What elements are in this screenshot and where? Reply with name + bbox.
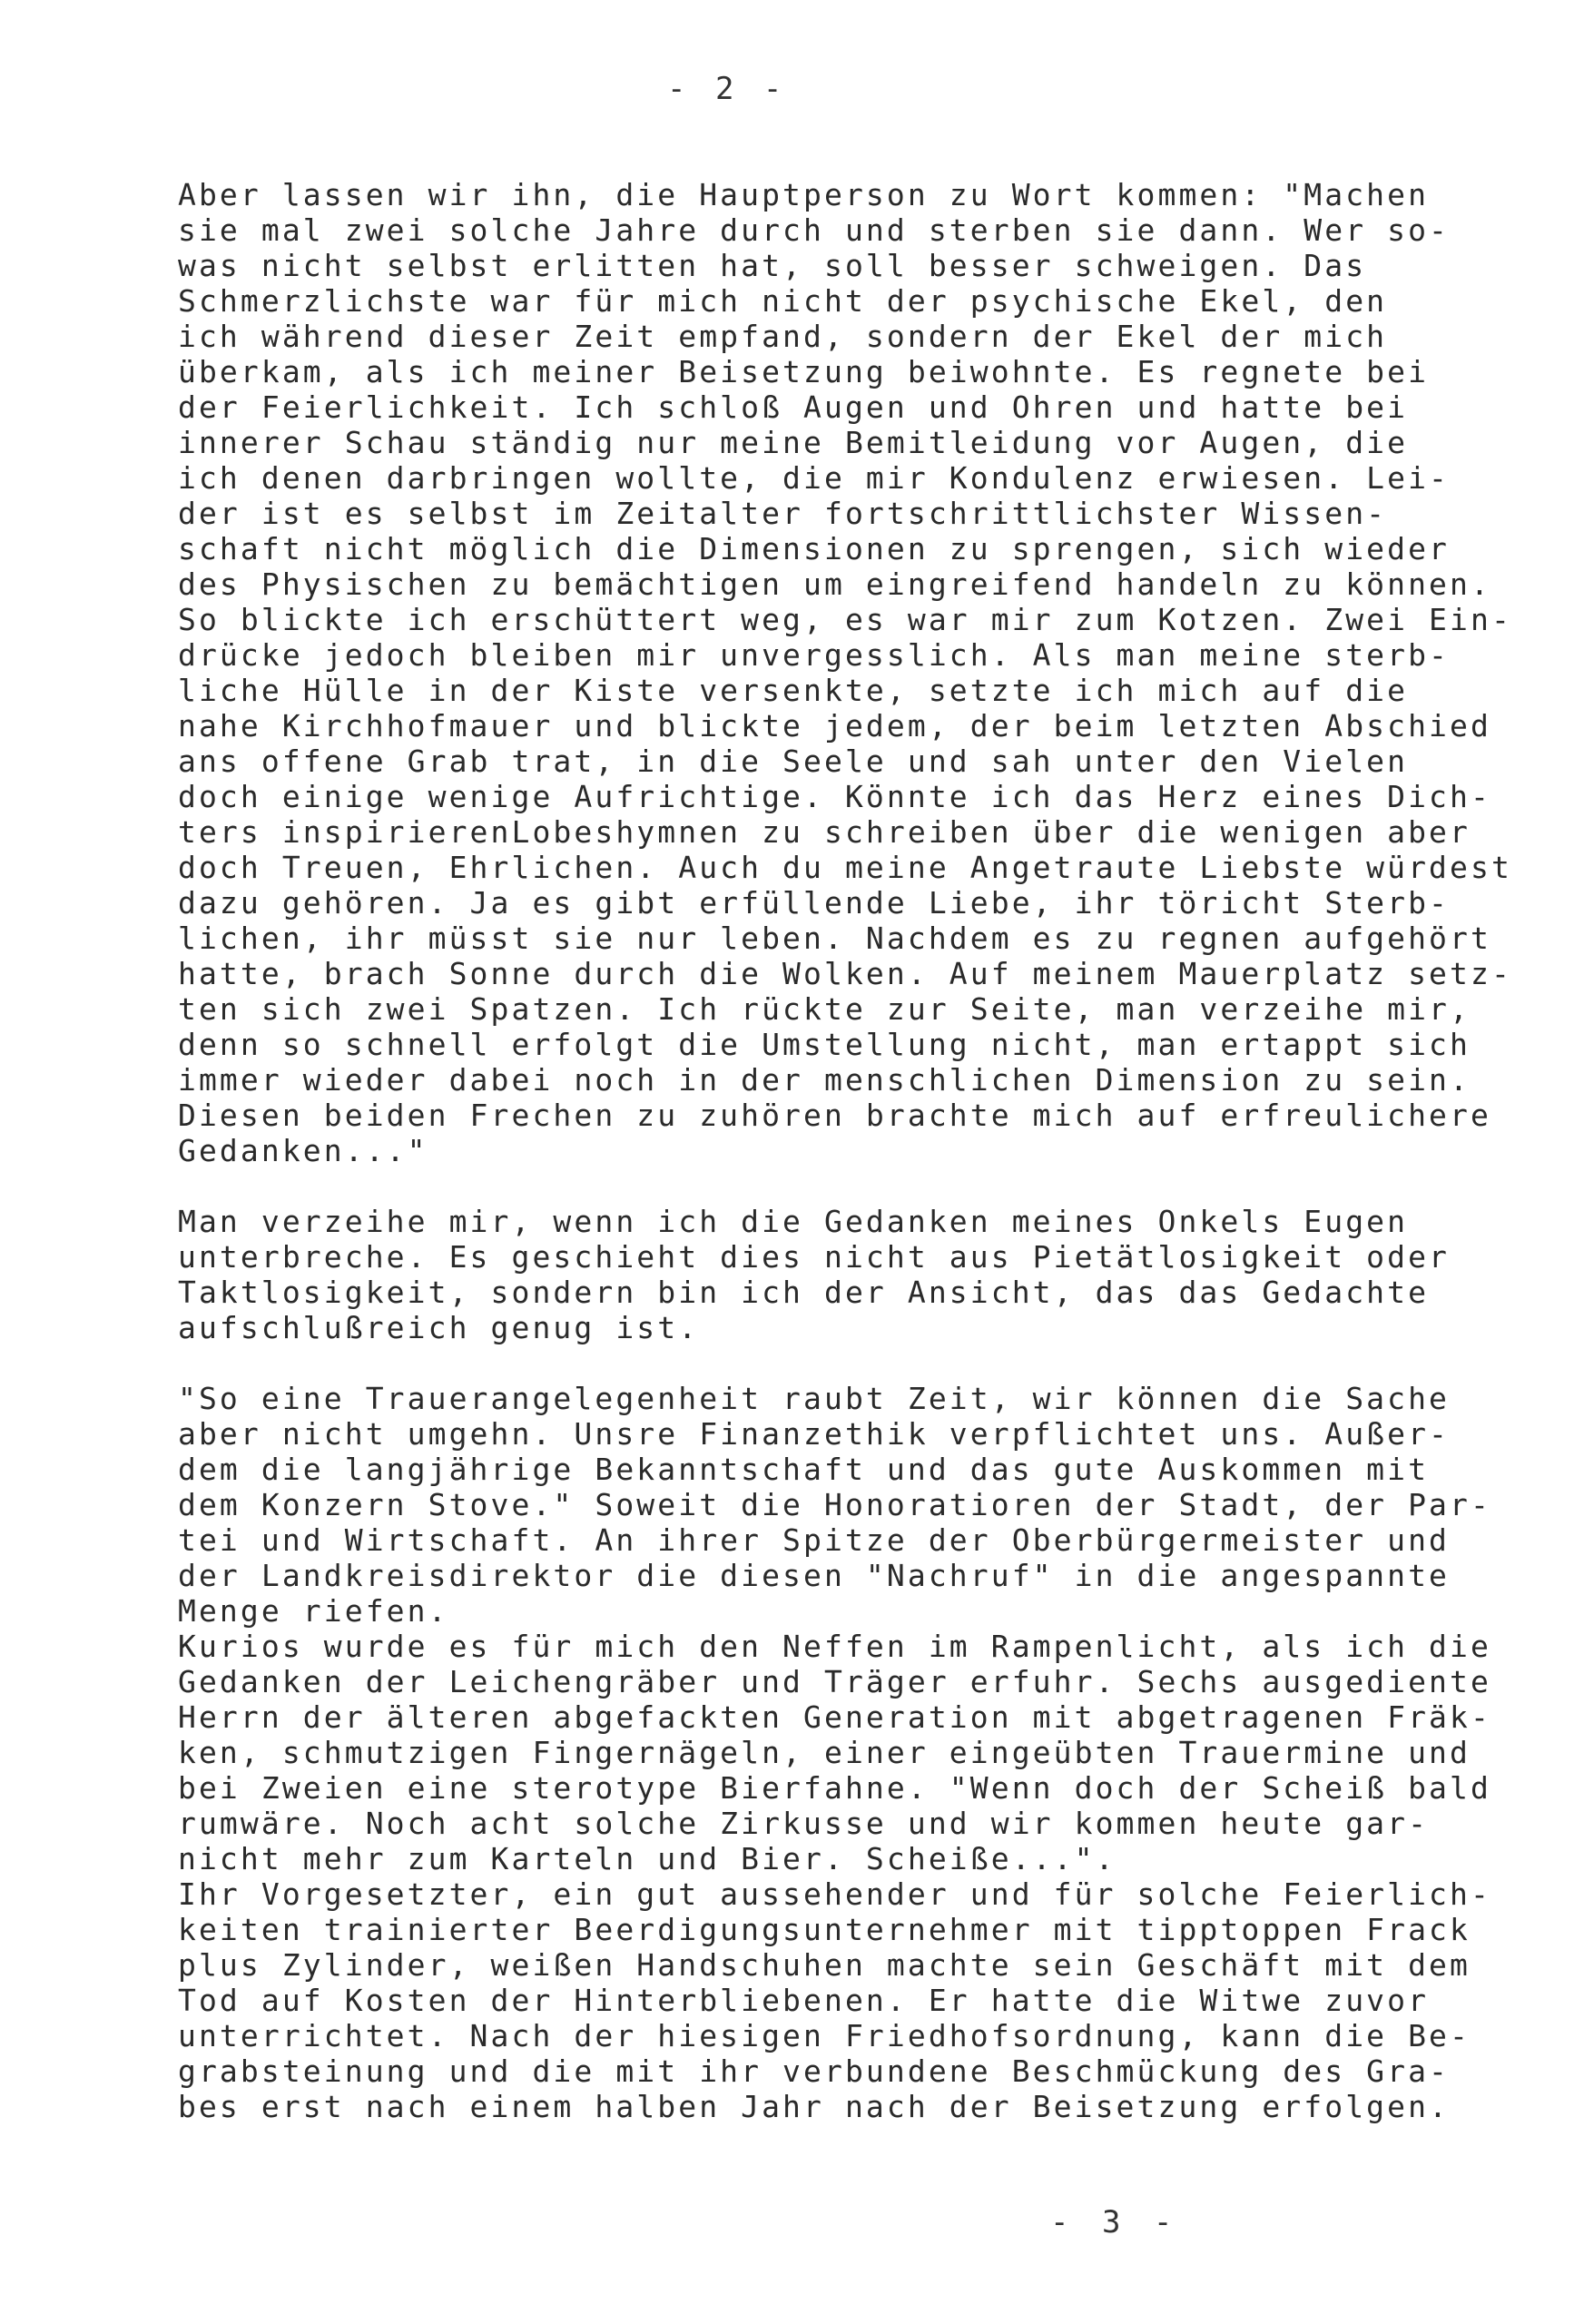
text-line: der Landkreisdirektor die diesen "Nachruf" in die angespannte xyxy=(178,1558,1451,1593)
text-line: "So eine Trauerangelegenheit raubt Zeit, wir können die Sache xyxy=(178,1381,1451,1416)
page-number-top: - 2 - xyxy=(667,71,788,107)
text-line: sie mal zwei solche Jahre durch und sterben sie dann. Wer so- xyxy=(178,212,1451,248)
text-line: was nicht selbst erlitten hat, soll besser schweigen. Das xyxy=(178,248,1367,283)
text-line: immer wieder dabei noch in der menschlichen Dimension zu sein. xyxy=(178,1062,1471,1098)
text-line: unterrichtet. Nach der hiesigen Friedhofsordnung, kann die Be- xyxy=(178,2018,1471,2053)
paragraph-2 xyxy=(178,1204,1540,1345)
text-line: rumwäre. Noch acht solche Zirkusse und wir kommen heute gar- xyxy=(178,1806,1430,1841)
text-line: Taktlosigkeit, sondern bin ich der Ansicht, das das Gedachte xyxy=(178,1275,1430,1310)
text-line: ans offene Grab trat, in die Seele und sah unter den Vielen xyxy=(178,743,1409,779)
text-line: Tod auf Kosten der Hinterbliebenen. Er hatte die Witwe zuvor xyxy=(178,1983,1430,2018)
text-line: dazu gehören. Ja es gibt erfüllende Liebe, ihr töricht Sterb- xyxy=(178,885,1451,921)
text-line: bes erst nach einem halben Jahr nach der Beisetzung erfolgen. xyxy=(178,2089,1451,2124)
text-line: Schmerzlichste war für mich nicht der psychische Ekel, den xyxy=(178,283,1388,319)
text-line: Menge riefen. xyxy=(178,1593,449,1629)
text-line: keiten trainierter Beerdigungsunternehmer mit tipptoppen Frack xyxy=(178,1912,1471,1947)
text-line: tei und Wirtschaft. An ihrer Spitze der Oberbürgermeister und xyxy=(178,1522,1451,1558)
text-line: innerer Schau ständig nur meine Bemitleidung vor Augen, die xyxy=(178,425,1409,460)
text-line: Kurios wurde es für mich den Neffen im Rampenlicht, als ich die xyxy=(178,1629,1491,1664)
text-line: schaft nicht möglich die Dimensionen zu sprengen, sich wieder xyxy=(178,531,1451,566)
text-line: ken, schmutzigen Fingernägeln, einer eingeübten Trauermine und xyxy=(178,1735,1471,1770)
text-line: lichen, ihr müsst sie nur leben. Nachdem es zu regnen aufgehört xyxy=(178,921,1491,956)
text-line: dem Konzern Stove." Soweit die Honoratioren der Stadt, der Par- xyxy=(178,1487,1491,1522)
text-line: aufschlußreich genug ist. xyxy=(178,1310,700,1345)
typed-letter-body xyxy=(178,177,1540,2124)
text-line: Ihr Vorgesetzter, ein gut aussehender und für solche Feierlich- xyxy=(178,1876,1491,1912)
text-line: So blickte ich erschüttert weg, es war mir zum Kotzen. Zwei Ein- xyxy=(178,602,1512,637)
text-line: hatte, brach Sonne durch die Wolken. Auf meinem Mauerplatz setz- xyxy=(178,956,1512,991)
text-line: liche Hülle in der Kiste versenkte, setzte ich mich auf die xyxy=(178,673,1409,708)
text-line: Herrn der älteren abgefackten Generation mit abgetragenen Fräk- xyxy=(178,1699,1491,1735)
text-line: doch Treuen, Ehrlichen. Auch du meine Angetraute Liebste würdest xyxy=(178,850,1512,885)
text-line: ich während dieser Zeit empfand, sondern der Ekel der mich xyxy=(178,319,1388,354)
text-line: aber nicht umgehn. Unsre Finanzethik verpflichtet uns. Außer- xyxy=(178,1416,1451,1452)
text-line: doch einige wenige Aufrichtige. Könnte ich das Herz eines Dich- xyxy=(178,779,1491,814)
paragraph-gap xyxy=(178,1168,1540,1204)
text-line: der Feierlichkeit. Ich schloß Augen und Ohren und hatte bei xyxy=(178,389,1409,425)
paragraph-gap xyxy=(178,1345,1540,1381)
text-line: grabsteinung und die mit ihr verbundene Beschmückung des Gra- xyxy=(178,2053,1451,2089)
text-line: plus Zylinder, weißen Handschuhen machte sein Geschäft mit dem xyxy=(178,1947,1471,1983)
text-line: unterbreche. Es geschieht dies nicht aus Pietätlosigkeit oder xyxy=(178,1239,1451,1275)
paragraph-1 xyxy=(178,177,1540,1168)
text-line: Gedanken..." xyxy=(178,1133,428,1168)
text-line: Aber lassen wir ihn, die Hauptperson zu Wort kommen: "Machen xyxy=(178,177,1430,212)
text-line: des Physischen zu bemächtigen um eingreifend handeln zu können. xyxy=(178,566,1491,602)
text-line: ich denen darbringen wollte, die mir Kondulenz erwiesen. Lei- xyxy=(178,460,1451,496)
text-line: nahe Kirchhofmauer und blickte jedem, der beim letzten Abschied xyxy=(178,708,1491,743)
text-line: Gedanken der Leichengräber und Träger erfuhr. Sechs ausgediente xyxy=(178,1664,1491,1699)
text-line: bei Zweien eine sterotype Bierfahne. "Wenn doch der Scheiß bald xyxy=(178,1770,1491,1806)
text-line: Diesen beiden Frechen zu zuhören brachte mich auf erfreulichere xyxy=(178,1098,1491,1133)
page-number-bottom: - 3 - xyxy=(1050,2204,1180,2240)
paragraph-3 xyxy=(178,1381,1540,2124)
text-line: überkam, als ich meiner Beisetzung beiwohnte. Es regnete bei xyxy=(178,354,1430,389)
text-line: drücke jedoch bleiben mir unvergesslich. Als man meine sterb- xyxy=(178,637,1451,673)
text-line: nicht mehr zum Karteln und Bier. Scheiße...". xyxy=(178,1841,1117,1876)
text-line: denn so schnell erfolgt die Umstellung nicht, man ertappt sich xyxy=(178,1027,1471,1062)
text-line: Man verzeihe mir, wenn ich die Gedanken meines Onkels Eugen xyxy=(178,1204,1409,1239)
text-line: der ist es selbst im Zeitalter fortschrittlichster Wissen- xyxy=(178,496,1388,531)
text-line: ten sich zwei Spatzen. Ich rückte zur Seite, man verzeihe mir, xyxy=(178,991,1471,1027)
text-line: dem die langjährige Bekanntschaft und das gute Auskommen mit xyxy=(178,1452,1430,1487)
text-line: ters inspirierenLobeshymnen zu schreiben über die wenigen aber xyxy=(178,814,1471,850)
